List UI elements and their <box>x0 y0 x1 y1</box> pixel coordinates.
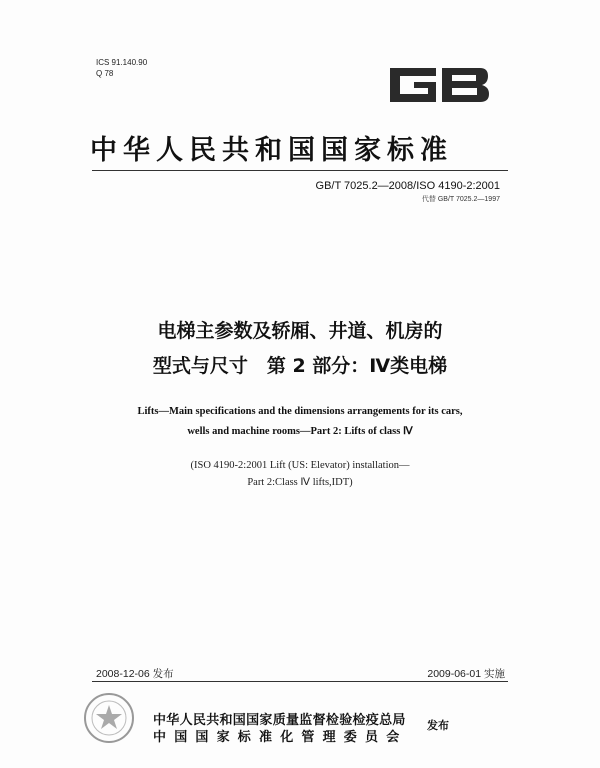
header-divider <box>92 170 508 171</box>
classification-codes <box>96 57 147 79</box>
publish-label: 发布 <box>427 719 449 732</box>
national-standard-title: 中华人民共和国国家标准 <box>90 135 453 166</box>
official-seal-icon <box>82 691 136 745</box>
iso-reference-line1: (ISO 4190-2:2001 Lift (US: Elevator) installation— <box>190 460 410 471</box>
replaces-standard: 代替 GB/T 7025.2—1997 <box>421 196 500 203</box>
ccs-code: Q 78 <box>96 69 114 78</box>
title-cn-line2: 型式与尺寸 第 2 部分：Ⅳ类电梯 <box>152 355 448 377</box>
footer-divider <box>92 681 508 682</box>
title-en-line1: Lifts—Main specifications and the dimensions arrangements for its cars, <box>137 406 463 417</box>
title-cn-line1: 电梯主参数及轿厢、井道、机房的 <box>157 320 443 342</box>
issuer-sac: 中国国家标准化管理委员会 <box>153 730 408 745</box>
effective-date: 2009-06-01 实施 <box>427 668 505 680</box>
issue-date: 2008-12-06 发布 <box>96 668 174 680</box>
gb-logo-icon <box>384 58 494 112</box>
standard-number: GB/T 7025.2—2008/ISO 4190-2:2001 <box>315 180 500 192</box>
issuer-aqsiq: 中华人民共和国国家质量监督检验检疫总局 <box>153 713 406 728</box>
iso-reference-line2: Part 2:Class Ⅳ lifts,IDT) <box>247 477 353 488</box>
title-en-line2: wells and machine rooms—Part 2: Lifts of class Ⅳ <box>187 426 413 437</box>
ics-code: ICS 91.140.90 <box>96 58 148 67</box>
